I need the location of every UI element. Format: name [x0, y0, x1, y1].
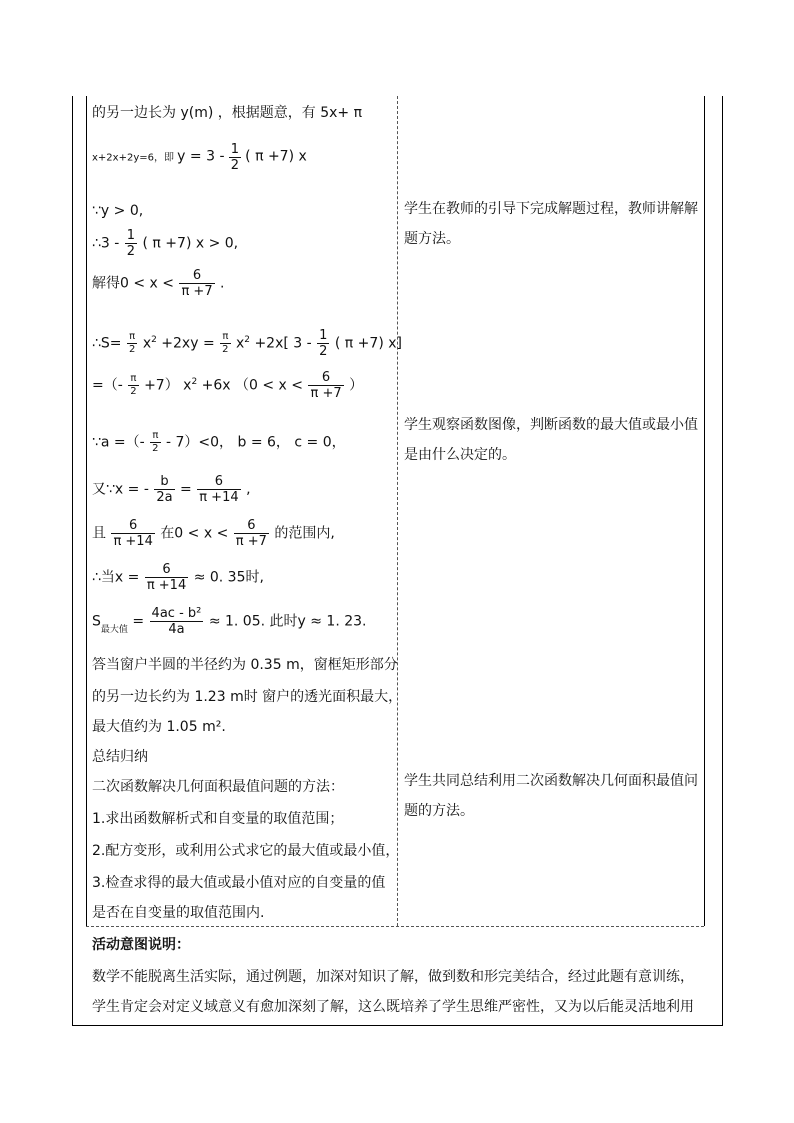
fraction-pi-over-2: $\frac{\pi}{2}$: [128, 331, 136, 355]
fraction-pi-over-2: $\frac{\pi}{2}$: [152, 430, 159, 454]
intent-text: 数学不能脱离生活实际，通过例题，加深对知识了解，做到数和形完美结合，经过此题有意训练，学生肯定会对定义域意义有愈加深刻了解，这么既培养了学生思维严密性，又为以后能灵活地利用: [92, 969, 694, 1015]
fraction-6-over-pi-plus-7: $\frac{6}{\pi +7}$: [181, 268, 213, 299]
answer-line-1: 答当窗户半圆的半径约为 0.35 m，窗框矩形部分: [92, 657, 398, 673]
table-bottom-border: [72, 1025, 723, 1026]
fraction-6-over-pi-plus-14: $\frac{6}{\pi +14}$: [199, 474, 239, 505]
row-divider: [86, 926, 704, 927]
answer-line-3: 最大值约为 1.05 m².: [92, 719, 226, 735]
fraction-one-half: $\frac{1}{2}$: [319, 328, 328, 359]
intent-title: 活动意图说明：: [92, 937, 190, 953]
solution-line-12: $S_{最大值}$ = $\frac{\text{4ac - b²}}{4a}$ ≈ 1. 05. 此时y ≈ 1. 23.: [92, 606, 367, 637]
fraction-pi-over-2: $\frac{\pi}{2}$: [130, 373, 137, 397]
summary-intro: 二次函数解决几何面积最值问题的方法：: [92, 779, 344, 795]
table-right-inner-border: [704, 96, 705, 926]
summary-step-1: 1.求出函数解析式和自变量的取值范围；: [92, 811, 344, 827]
fraction-max-value: $\frac{\text{4ac - b²}}{4a}$: [151, 606, 202, 637]
table-left-inner-border: [86, 96, 87, 926]
summary-title: 总结归纳: [92, 749, 148, 765]
summary-step-2: 2.配方变形，或利用公式求它的最大值或最小值，: [92, 843, 400, 859]
student-note-2: 学生观察函数图像，判断函数的最大值或最小值是由什么决定的。: [404, 417, 698, 463]
fraction-b-over-2a: $\frac{b}{2a}$: [156, 474, 173, 505]
solution-line-2: x+2x+2y=6，即 y = 3 - $\frac{1}{2}$ ( π +7) x: [92, 142, 307, 173]
solution-line-11: ∴当x = $\frac{6}{\pi +14}$ ≈ 0. 35时,: [92, 562, 264, 593]
fraction-6-over-pi-plus-7: $\frac{6}{\pi +7}$: [310, 370, 342, 401]
solution-line-5: 解得0 < x < $\frac{6}{\pi +7}$ .: [92, 268, 225, 299]
solution-line-6: ∴S= $\frac{\pi}{2}$ $x^2 +2xy$ = $\frac{\pi}{2}$ $x^2 +2x$[ 3 - $\frac{1}{2}$ ( π +7) x]: [92, 328, 402, 359]
solution-line-8: ∵a =（- $\frac{\pi}{2}$ - 7）<0， b = 6， c = 0，: [92, 430, 346, 454]
table-right-border: [722, 96, 723, 1026]
solution-line-3: ∵y > 0,: [92, 203, 144, 219]
fraction-one-half: $\frac{1}{2}$: [126, 228, 136, 259]
fraction-6-over-pi-plus-14: $\frac{6}{\pi +14}$: [113, 518, 153, 549]
solution-line-9: 又∵x = - $\frac{b}{2a}$ = $\frac{6}{\pi +14}$ ,: [92, 474, 251, 505]
solution-line-4: ∴3 - $\frac{1}{2}$ ( π +7) x > 0,: [92, 228, 239, 259]
solution-line-1: 的另一边长为 y(m) ，根据题意，有 5x+ π: [92, 105, 362, 121]
student-note-3: 学生共同总结利用二次函数解决几何面积最值问题的方法。: [404, 773, 698, 819]
fraction-pi-over-2: $\frac{\pi}{2}$: [222, 331, 229, 355]
solution-line-10: 且 $\frac{6}{\pi +14}$ 在0 < x < $\frac{6}{\pi +7}$ 的范围内,: [92, 518, 335, 549]
student-note-1: 学生在教师的引导下完成解题过程，教师讲解解题方法。: [404, 201, 698, 247]
solution-line-7: =（- $\frac{\pi}{2}$ +7） $x^2 +6x$ （0 < x < $\frac{6}{\pi +7}$ ）: [92, 370, 364, 401]
fraction-one-half: $\frac{1}{2}$: [230, 142, 239, 173]
fraction-6-over-pi-plus-7: $\frac{6}{\pi +7}$: [235, 518, 267, 549]
summary-step-3-cont: 是否在自变量的取值范围内.: [92, 905, 265, 921]
summary-step-3: 3.检查求得的最大值或最小值对应的自变量的值: [92, 875, 386, 891]
table-left-border: [72, 96, 73, 1026]
answer-line-2: 的另一边长约为 1.23 m时 窗户的透光面积最大，: [92, 689, 403, 705]
column-divider: [397, 96, 398, 926]
fraction-6-over-pi-plus-14: $\frac{6}{\pi +14}$: [146, 562, 187, 593]
